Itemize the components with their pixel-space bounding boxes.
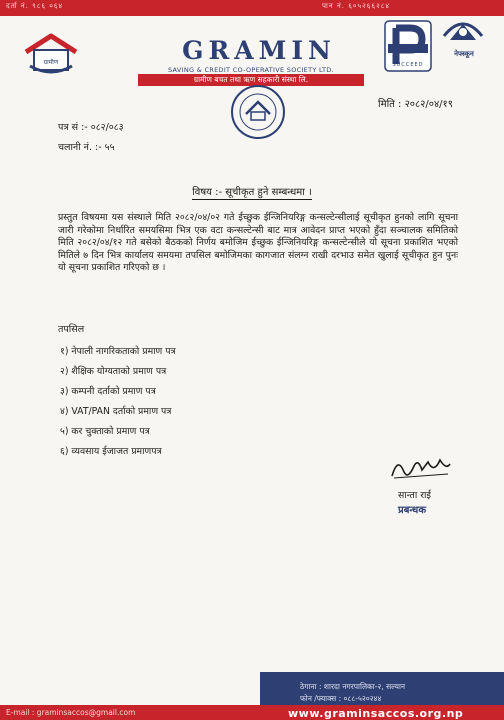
signatory-title: प्रबन्धक xyxy=(398,505,426,516)
signature-icon xyxy=(388,452,454,484)
letter-body: प्रस्तुत विषयमा यस संस्थाले मिति २०८२/०४/०२ गते ईच्छुक ईन्जिनियरिङ्ग कन्सल्टेन्सीलाई सूचीकृत हुनको लागि सूचना जारी गरेकोमा निर्धारित समयसिमा भित्र एक वटा कन्सल्टेन्सी बाट मात्र आवेदन प्राप्त भएको हुँदा सञ्चालक समितिको मिति २०८२/०४/१२ गते बसेको बैठकको निर्णय बमोजिम ईच्छुक ईन्जिनियरिङ्ग कन्सल्टेन्सीले यो सूचना प्रकाशित भएको मितिले ७ दिन भित्र कार्यालय समयमा तपसिल बमोजिमका कागजात संलग्न राखी दरभाउ समेत खुलाई सूचीकृत हुन पुनः यो सूचना प्रकाशित गरिएको छ । xyxy=(58,212,458,274)
top-band xyxy=(0,0,504,16)
pan-number: पान नं. ६०५२६६२८४ xyxy=(322,2,390,10)
nefscun-logo-icon xyxy=(440,10,486,50)
brand-name: GRAMIN xyxy=(182,36,336,65)
list-item: ३) कम्पनी दर्ताको प्रमाण पत्र xyxy=(60,386,156,397)
list-item: ४) VAT/PAN दर्ताको प्रमाण पत्र xyxy=(60,406,172,417)
registration-number: दर्ता नं. ९८६ ०६४ xyxy=(6,2,64,10)
round-seal-icon xyxy=(230,84,286,140)
brand-subtitle-en: SAVING & CREDIT CO-OPERATIVE SOCIETY LTD. xyxy=(168,66,334,74)
list-item: १) नेपाली नागरिकताको प्रमाण पत्र xyxy=(60,346,176,357)
list-heading: तपसिल xyxy=(58,324,85,335)
footer-website: www.graminsaccos.org.np xyxy=(288,707,464,720)
footer-phone: फोन /फ्याक्स : ०८८-५२०२४४ xyxy=(300,694,382,703)
list-item: ६) व्यवसाय ईजाजत प्रमाणपत्र xyxy=(60,446,162,457)
list-item: २) शैक्षिक योग्यताको प्रमाण पत्र xyxy=(60,366,167,377)
letter-subject xyxy=(0,184,504,198)
left-logo-label: ग्रामीण xyxy=(43,59,59,66)
list-item: ५) कर चुक्ताको प्रमाण पत्र xyxy=(60,426,150,437)
house-logo-icon xyxy=(20,30,82,78)
letter-date: मिति : २०८२/०४/१९ xyxy=(378,99,453,110)
reference-number: पत्र सं :- ०८२/०८३ xyxy=(58,122,124,133)
signatory-name: सान्ता राई xyxy=(398,490,431,501)
succeed-label: SUCCEED xyxy=(392,62,424,68)
footer-address: ठेगाना : शारदा नगरपालिका-२, सल्यान xyxy=(300,682,406,691)
right-logo-label: नेफ्स्कून xyxy=(454,50,474,58)
brand-subtitle-np: ग्रामीण बचत तथा ऋण सहकारी संस्था लि. xyxy=(138,74,364,86)
subject-text: विषय :- सूचीकृत हुने सम्बन्धमा । xyxy=(192,187,312,198)
dispatch-number: चलानी नं. :- ५५ xyxy=(58,142,115,153)
footer-email: E-mail : graminsaccos@gmail.com xyxy=(6,708,136,717)
